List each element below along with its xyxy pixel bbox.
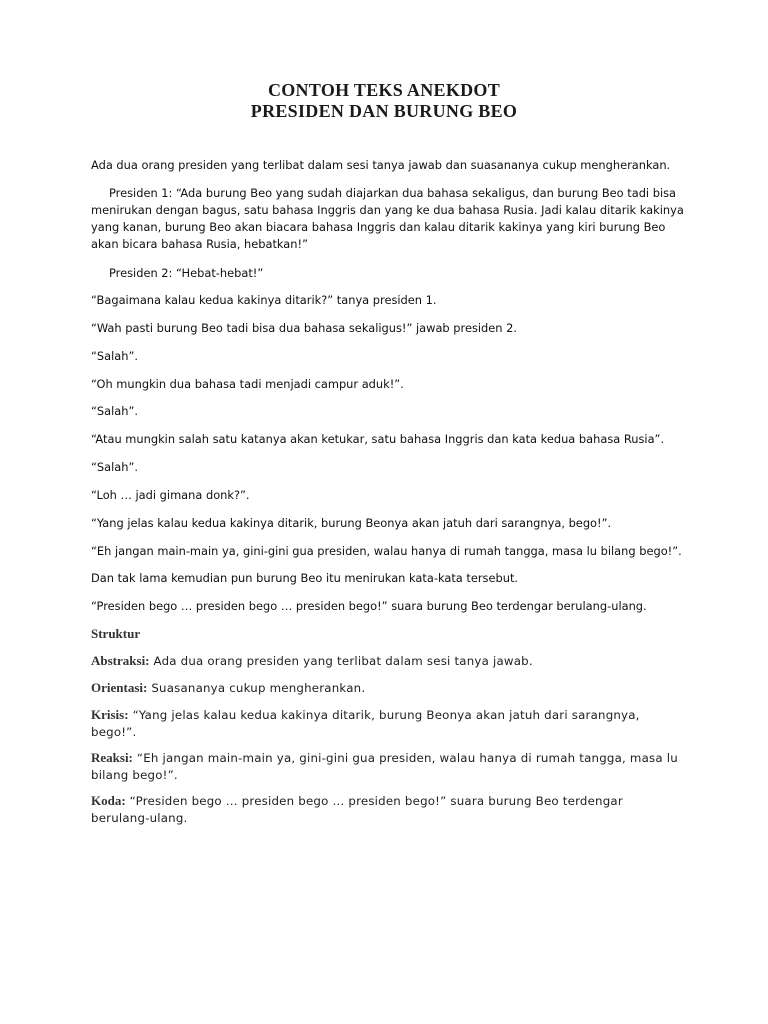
- paragraph-dialogue: “Salah”.: [91, 349, 138, 363]
- paragraph-dialogue: “Atau mungkin salah satu katanya akan ketukar, satu bahasa Inggris dan kata kedua bahasa Rusia”.: [91, 432, 665, 446]
- struktur-text: “Yang jelas kalau kedua kakinya ditarik, burung Beonya akan jatuh dari sarangnya, bego!”.: [91, 708, 640, 739]
- paragraph-narration: Dan tak lama kemudian pun burung Beo itu menirukan kata-kata tersebut.: [91, 571, 519, 585]
- paragraph-dialogue: “Wah pasti burung Beo tadi bisa dua bahasa sekaligus!” jawab presiden 2.: [91, 321, 518, 335]
- struktur-text: “Presiden bego … presiden bego … presiden bego!” suara burung Beo terdengar berulang-ulang.: [91, 794, 623, 825]
- document-title-line-1: CONTOH TEKS ANEKDOT: [267, 80, 501, 100]
- struktur-text: “Eh jangan main-main ya, gini-gini gua presiden, walau hanya di rumah tangga, masa lu bilang bego!”.: [91, 751, 678, 782]
- paragraph-dialogue: “Loh … jadi gimana donk?”.: [91, 488, 250, 502]
- struktur-label: Reaksi:: [91, 750, 133, 765]
- paragraph-dialogue: “Eh jangan main-main ya, gini-gini gua presiden, walau hanya di rumah tangga, masa lu bilang bego!”.: [91, 544, 682, 558]
- struktur-item-abstraksi: [91, 652, 681, 670]
- paragraph-dialogue: “Bagaimana kalau kedua kakinya ditarik?” tanya presiden 1.: [91, 293, 437, 307]
- paragraph-presiden-2: Presiden 2: “Hebat-hebat!”: [109, 266, 264, 280]
- struktur-text: Ada dua orang presiden yang terlibat dalam sesi tanya jawab.: [153, 654, 533, 668]
- struktur-label: Abstraksi:: [91, 653, 150, 668]
- struktur-item-koda: [91, 792, 681, 827]
- struktur-label: Krisis:: [91, 707, 129, 722]
- struktur-label: Orientasi:: [91, 680, 148, 695]
- paragraph-dialogue: “Presiden bego … presiden bego … presiden bego!” suara burung Beo terdengar berulang-ulang.: [91, 599, 647, 613]
- paragraph-intro: Ada dua orang presiden yang terlibat dalam sesi tanya jawab dan suasananya cukup mengherankan.: [91, 158, 671, 172]
- struktur-label: Koda:: [91, 793, 126, 808]
- paragraph-dialogue: “Salah”.: [91, 460, 138, 474]
- paragraph-dialogue: “Salah”.: [91, 404, 138, 418]
- struktur-item-orientasi: [91, 679, 681, 697]
- paragraph-dialogue: “Yang jelas kalau kedua kakinya ditarik, burung Beonya akan jatuh dari sarangnya, bego!”.: [91, 516, 612, 530]
- struktur-item-krisis: [91, 706, 681, 741]
- struktur-item-reaksi: [91, 749, 681, 784]
- struktur-heading: Struktur: [91, 626, 141, 641]
- struktur-text: Suasananya cukup mengherankan.: [151, 681, 366, 695]
- paragraph-dialogue: “Oh mungkin dua bahasa tadi menjadi campur aduk!”.: [91, 377, 404, 391]
- paragraph-presiden-1: Presiden 1: “Ada burung Beo yang sudah diajarkan dua bahasa sekaligus, dan burung Beo tadi bisa menirukan dengan bagus, satu bahasa Inggris dan yang ke dua bahasa Rusia. Jadi kalau ditarik kakinya yang kanan, burung Beo akan biacara bahasa Inggris dan kalau ditarik kakinya yang kiri burung Beo akan bicara bahasa Rusia, hebatkan!”: [91, 186, 684, 251]
- document-title-line-2: PRESIDEN DAN BURUNG BEO: [250, 101, 518, 121]
